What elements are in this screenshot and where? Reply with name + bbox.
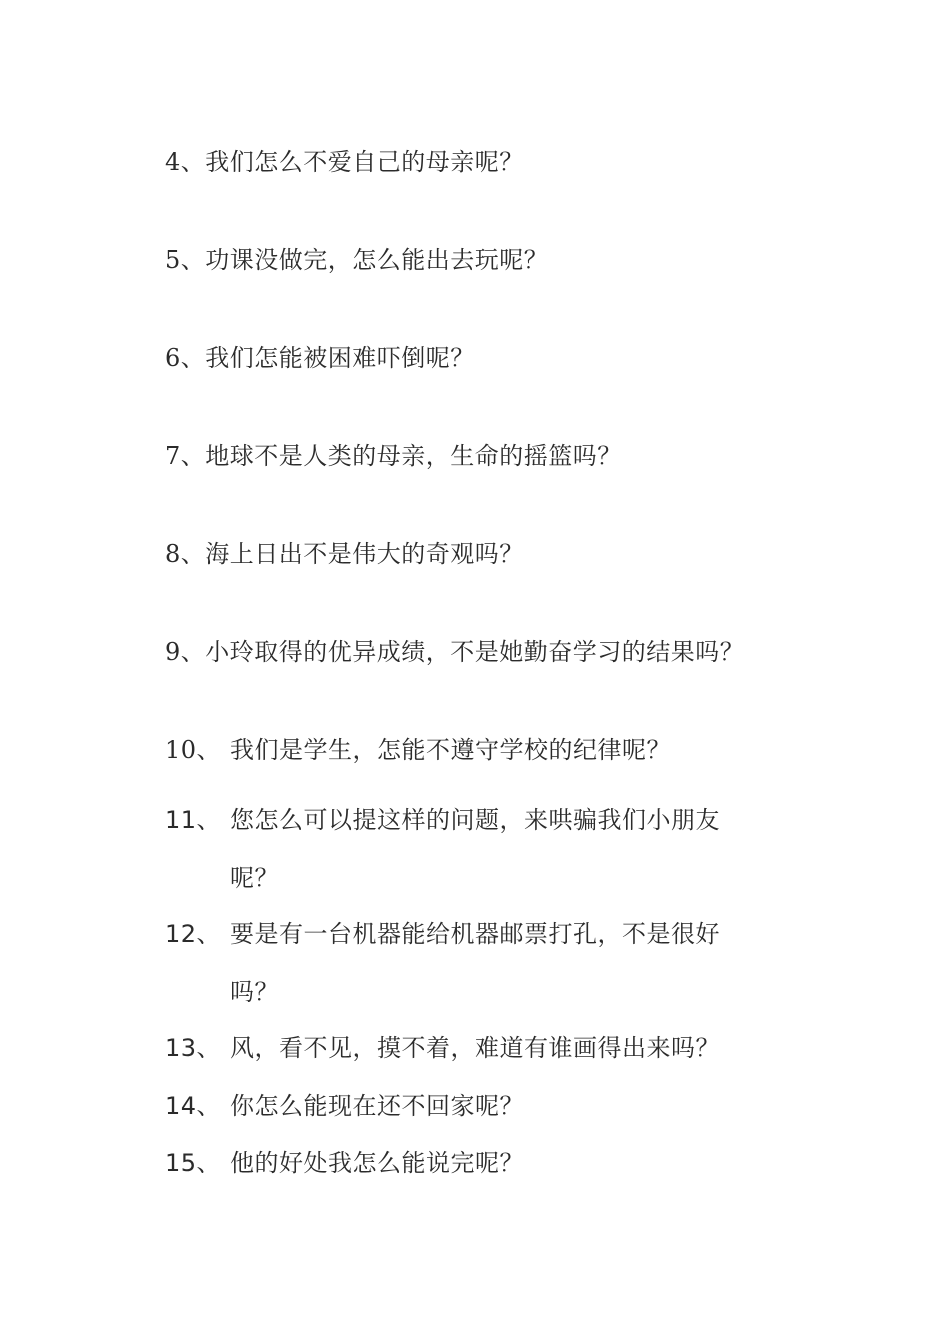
item-text-line: 您怎么可以提这样的问题，来哄骗我们小朋友 [230, 806, 720, 834]
item-text-line: 要是有一台机器能给机器邮票打孔，不是很好 [230, 920, 720, 948]
item-separator: 、 [180, 638, 206, 666]
item-marker: 12、 [165, 920, 222, 948]
item-number: 5 [165, 246, 181, 274]
list-item [165, 636, 744, 668]
item-number: 8 [165, 540, 181, 568]
item-text: 地球不是人类的母亲，生命的摇篮吗？ [205, 442, 622, 470]
item-text-line: 你怎么能现在还不回家呢？ [230, 1092, 524, 1120]
list-item [165, 146, 524, 178]
list-item [165, 342, 475, 374]
item-separator: 、 [180, 442, 206, 470]
item-marker: 15、 [165, 1149, 222, 1177]
item-text-line: 他的好处我怎么能说完呢？ [230, 1149, 524, 1177]
item-marker: 14、 [165, 1092, 222, 1120]
item-marker: 13、 [165, 1034, 222, 1062]
item-text: 海上日出不是伟大的奇观吗？ [205, 540, 524, 568]
item-number: 4 [165, 148, 181, 176]
item-separator: 、 [180, 246, 206, 274]
item-text-line: 呢？ [230, 864, 279, 892]
list-item [165, 440, 622, 472]
item-marker: 11、 [165, 806, 222, 834]
item-text-line: 吗？ [230, 978, 279, 1006]
list-item [165, 538, 524, 570]
item-text-line: 我们是学生，怎能不遵守学校的纪律呢？ [230, 736, 671, 764]
item-text-line: 风，看不见，摸不着，难道有谁画得出来吗？ [230, 1034, 720, 1062]
item-body [230, 1147, 805, 1205]
item-text: 我们怎么不爱自己的母亲呢？ [205, 148, 524, 176]
item-body [230, 1032, 805, 1090]
item-separator: 、 [180, 540, 206, 568]
item-text: 小玲取得的优异成绩，不是她勤奋学习的结果吗？ [205, 638, 745, 666]
item-body [230, 918, 805, 1034]
item-number: 6 [165, 344, 181, 372]
item-body [230, 804, 805, 920]
item-text: 我们怎能被困难吓倒呢？ [205, 344, 475, 372]
item-marker: 10、 [165, 736, 222, 764]
item-body [230, 1090, 805, 1148]
item-number: 9 [165, 638, 181, 666]
item-separator: 、 [180, 344, 206, 372]
item-number: 7 [165, 442, 181, 470]
list-item [165, 244, 548, 276]
item-body [230, 734, 805, 792]
item-text: 功课没做完，怎么能出去玩呢？ [205, 246, 549, 274]
item-separator: 、 [180, 148, 206, 176]
